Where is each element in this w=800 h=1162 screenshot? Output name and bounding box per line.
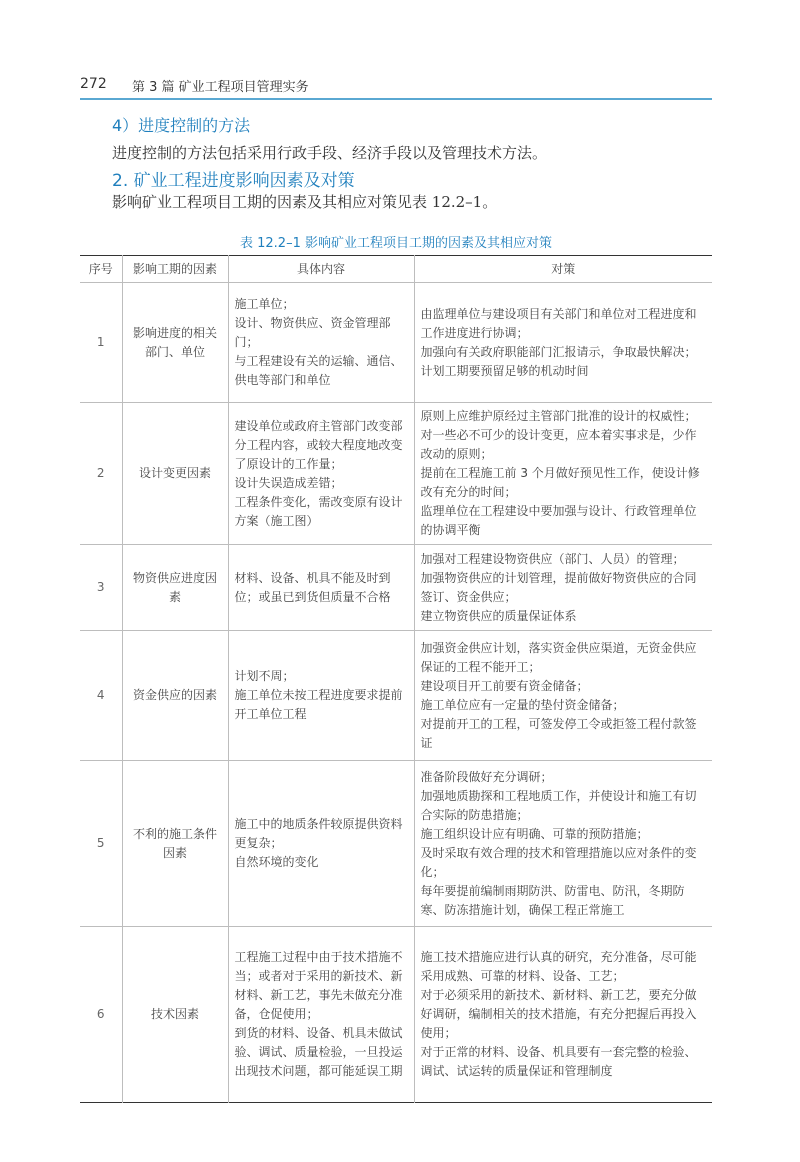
row-factor: 影响进度的相关部门、单位 bbox=[122, 283, 228, 403]
row-content bbox=[228, 283, 414, 403]
table-row bbox=[80, 283, 712, 403]
content-line: 建设单位或政府主管部门改变部分工程内容，或较大程度地改变了原设计的工作量； bbox=[234, 418, 403, 471]
factors-table bbox=[80, 255, 712, 1103]
row-measures bbox=[414, 631, 712, 761]
header-factor: 影响工期的因素 bbox=[122, 256, 228, 283]
measure-line: 对于正常的材料、设备、机具要有一套完整的检验、调试、试运转的质量保证和管理制度 bbox=[420, 1045, 697, 1078]
content-line: 材料、设备、机具不能及时到位；或虽已到货但质量不合格 bbox=[234, 570, 391, 604]
row-content bbox=[228, 927, 414, 1103]
header-content: 具体内容 bbox=[228, 256, 414, 283]
content-line: 施工单位； bbox=[234, 297, 295, 311]
measure-line: 加强资金供应计划，落实资金供应渠道，无资金供应保证的工程不能开工； bbox=[420, 640, 697, 674]
content-line: 工程施工过程中由于技术措施不当；或者对于采用的新技术、新材料、新工艺，事先未做充分准备，仓促使用； bbox=[234, 950, 403, 1021]
content-line: 工程条件变化，需改变原有设计方案（施工图） bbox=[234, 494, 403, 528]
row-measures bbox=[414, 403, 712, 545]
measure-line: 对于必须采用的新技术、新材料、新工艺，要充分做好调研，编制相关的技术措施，有充分把握后再投入使用； bbox=[420, 988, 697, 1040]
row-seq: 2 bbox=[80, 403, 122, 545]
measure-line: 施工单位应有一定量的垫付资金储备； bbox=[420, 697, 625, 712]
measure-line: 及时采取有效合理的技术和管理措施以应对条件的变化； bbox=[420, 845, 697, 879]
table-header-row bbox=[80, 256, 712, 283]
content-line: 设计失误造成差错； bbox=[234, 475, 343, 490]
row-factor: 不利的施工条件因素 bbox=[122, 761, 228, 927]
row-seq: 6 bbox=[80, 927, 122, 1103]
section-4-text: 进度控制的方法包括采用行政手段、经济手段以及管理技术方法。 bbox=[112, 144, 548, 162]
row-content bbox=[228, 403, 414, 545]
content-line: 到货的材料、设备、机具未做试验、调试、质量检验，一旦投运出现技术问题，都可能延误工期 bbox=[234, 1026, 403, 1078]
measure-line: 施工技术措施应进行认真的研究，充分准备，尽可能采用成熟、可靠的材料、设备、工艺； bbox=[420, 950, 697, 983]
content-line: 施工单位未按工程进度要求提前开工单位工程 bbox=[234, 688, 403, 721]
header-measures: 对策 bbox=[414, 256, 712, 283]
table-row bbox=[80, 761, 712, 927]
table-caption: 表 12.2–1 影响矿业工程项目工期的因素及其相应对策 bbox=[240, 236, 552, 251]
row-seq: 4 bbox=[80, 631, 122, 761]
measure-line: 加强地质勘探和工程地质工作，并使设计和施工有切合实际的防患措施； bbox=[420, 788, 697, 822]
table-row bbox=[80, 545, 712, 631]
content-line: 设计、物资供应、资金管理部门； bbox=[234, 316, 391, 349]
section-4-heading: 4）进度控制的方法 bbox=[112, 116, 251, 135]
table-row bbox=[80, 403, 712, 545]
row-factor: 技术因素 bbox=[122, 927, 228, 1103]
content-line: 施工中的地质条件较原提供资料更复杂； bbox=[234, 817, 403, 850]
row-measures bbox=[414, 761, 712, 927]
measure-line: 加强对工程建设物资供应（部门、人员）的管理； bbox=[420, 551, 685, 566]
page-header bbox=[80, 74, 712, 100]
measure-line: 建立物资供应的质量保证体系 bbox=[420, 608, 577, 623]
row-seq: 5 bbox=[80, 761, 122, 927]
chapter-title: 第 3 篇 矿业工程项目管理实务 bbox=[132, 80, 309, 95]
row-factor: 资金供应的因素 bbox=[122, 631, 228, 761]
measure-line: 监理单位在工程建设中要加强与设计、行政管理单位的协调平衡 bbox=[420, 504, 697, 537]
measure-line: 准备阶段做好充分调研； bbox=[420, 769, 553, 784]
measure-line: 计划工期要预留足够的机动时间 bbox=[420, 363, 589, 378]
content-line: 自然环境的变化 bbox=[234, 855, 319, 869]
content-line: 计划不周； bbox=[234, 669, 295, 683]
section-2-heading: 2. 矿业工程进度影响因素及对策 bbox=[112, 171, 355, 191]
row-content bbox=[228, 545, 414, 631]
page-number: 272 bbox=[80, 76, 107, 92]
content-line: 与工程建设有关的运输、通信、供电等部门和单位 bbox=[234, 354, 403, 387]
measure-line: 每年要提前编制雨期防洪、防雷电、防汛，冬期防寒、防冻措施计划，确保工程正常施工 bbox=[420, 883, 685, 917]
measure-line: 提前在工程施工前 3 个月做好预见性工作，使设计修改有充分的时间； bbox=[420, 466, 700, 499]
measure-line: 由监理单位与建设项目有关部门和单位对工程进度和工作进度进行协调； bbox=[420, 306, 697, 340]
section-2-text: 影响矿业工程项目工期的因素及其相应对策见表 12.2–1。 bbox=[112, 193, 498, 211]
row-measures bbox=[414, 283, 712, 403]
row-seq: 1 bbox=[80, 283, 122, 403]
measure-line: 建设项目开工前要有资金储备； bbox=[420, 678, 589, 693]
row-factor: 设计变更因素 bbox=[122, 403, 228, 545]
row-measures bbox=[414, 927, 712, 1103]
row-factor: 物资供应进度因素 bbox=[122, 545, 228, 631]
table-row bbox=[80, 927, 712, 1103]
table-row bbox=[80, 631, 712, 761]
measure-line: 对提前开工的工程，可签发停工令或拒签工程付款签证 bbox=[420, 716, 697, 750]
row-content bbox=[228, 761, 414, 927]
row-content bbox=[228, 631, 414, 761]
row-seq: 3 bbox=[80, 545, 122, 631]
header-seq: 序号 bbox=[80, 256, 122, 283]
row-measures bbox=[414, 545, 712, 631]
measure-line: 对一些必不可少的设计变更，应本着实事求是，少作改动的原则； bbox=[420, 428, 697, 461]
measure-line: 原则上应维护原经过主管部门批准的设计的权威性； bbox=[420, 409, 697, 423]
measure-line: 加强物资供应的计划管理，提前做好物资供应的合同签订、资金供应； bbox=[420, 570, 697, 604]
measure-line: 施工组织设计应有明确、可靠的预防措施； bbox=[420, 826, 649, 841]
measure-line: 加强向有关政府职能部门汇报请示，争取最快解决； bbox=[420, 344, 697, 359]
